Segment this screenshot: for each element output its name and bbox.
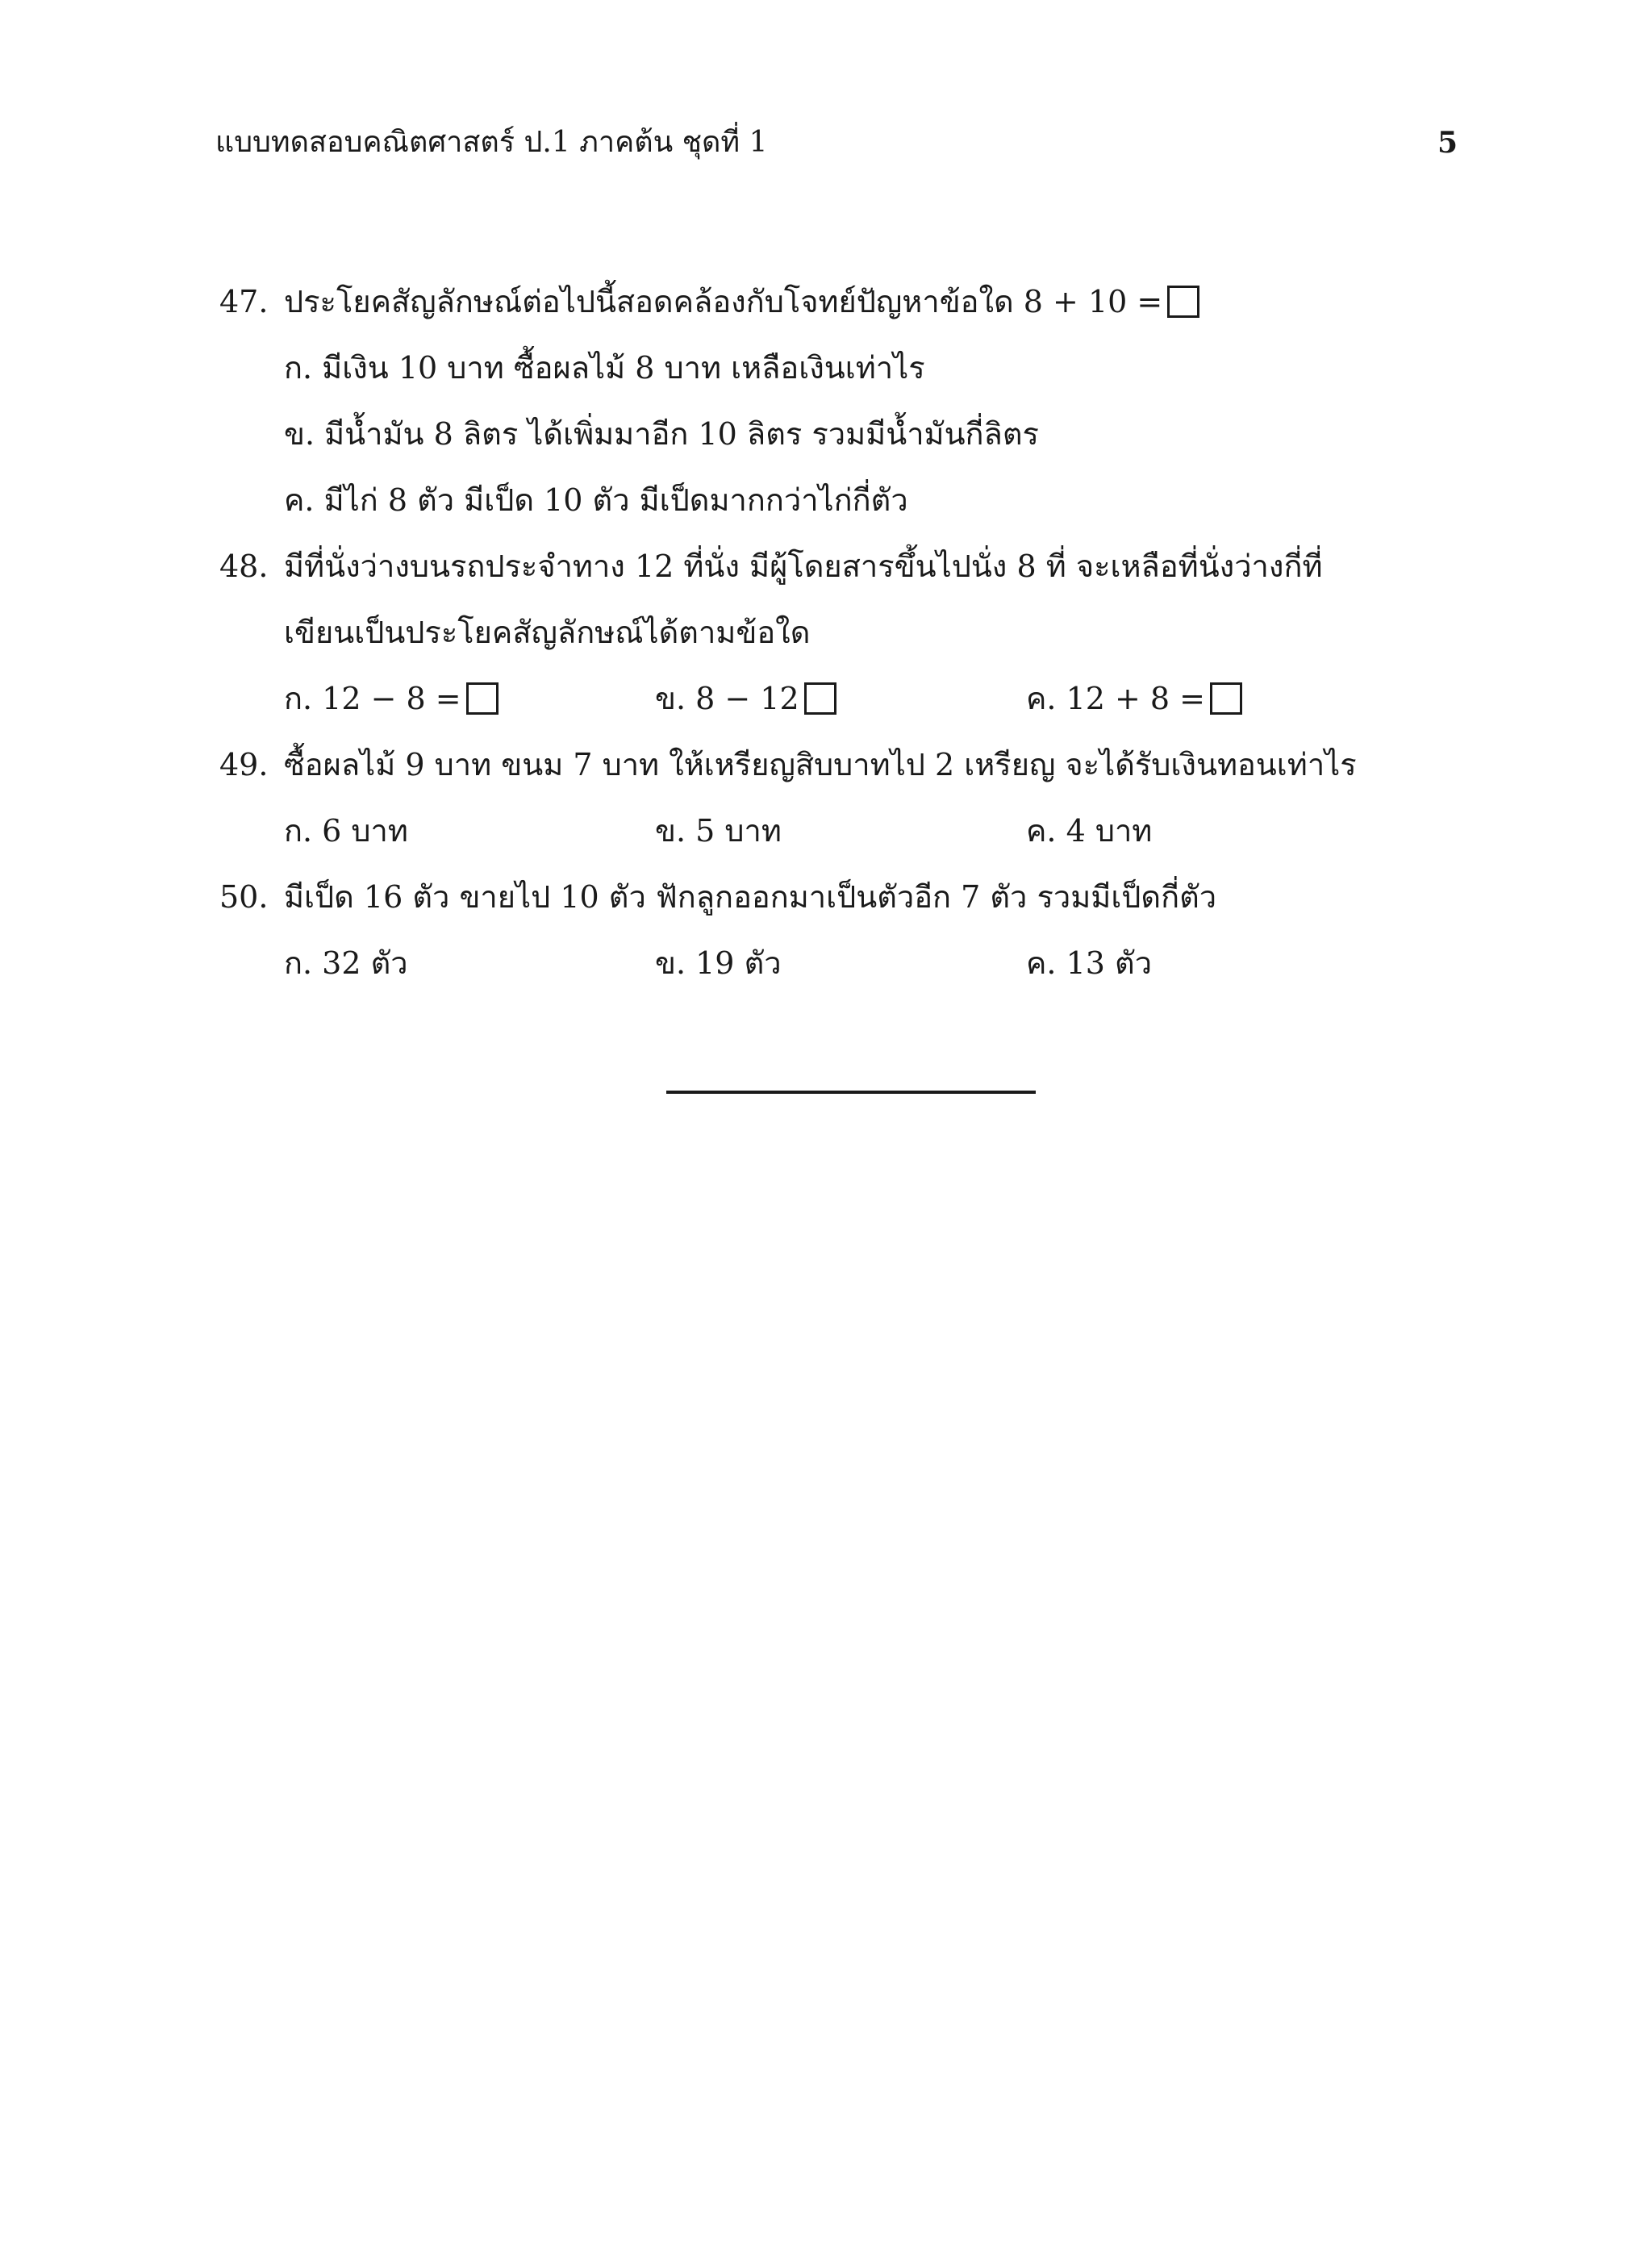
question-48-continued <box>219 599 1462 665</box>
question-text: มีที่นั่งว่างบนรถประจำทาง 12 ที่นั่ง มีผู้โดยสารขึ้นไปนั่ง 8 ที่ จะเหลือที่นั่งว่างกี่ที่ <box>284 549 1323 584</box>
option-c-text: ค. 12 + 8 = <box>1026 681 1206 716</box>
header-title: แบบทดสอบคณิตศาสตร์ ป.1 ภาคต้น ชุดที่ 1 <box>215 126 768 159</box>
question-47 <box>219 269 1462 335</box>
answer-box <box>466 682 499 715</box>
question-text: เขียนเป็นประโยคสัญลักษณ์ได้ตามข้อใด <box>284 615 811 650</box>
question-text: ซื้อผลไม้ 9 บาท ขนม 7 บาท ให้เหรียญสิบบาทไป 2 เหรียญ จะได้รับเงินทอนเท่าไร <box>284 747 1357 782</box>
option-line <box>219 930 1462 996</box>
question-49 <box>219 732 1462 798</box>
question-text <box>284 269 1199 335</box>
question-number: 50. <box>219 879 269 915</box>
option-a: ก. 6 บาท <box>284 813 408 849</box>
question-number: 47. <box>219 284 269 319</box>
option-c: ค. 13 ตัว <box>1026 945 1153 981</box>
question-text: มีเป็ด 16 ตัว ขายไป 10 ตัว ฟักลูกออกมาเป็นตัวอีก 7 ตัว รวมมีเป็ดกี่ตัว <box>284 879 1217 915</box>
answer-box <box>1167 286 1199 318</box>
option-a <box>284 665 499 732</box>
question-text-content: ประโยคสัญลักษณ์ต่อไปนี้สอดคล้องกับโจทย์ปัญหาข้อใด 8 + 10 = <box>284 284 1163 319</box>
question-48 <box>219 533 1462 599</box>
option-a: ก. 32 ตัว <box>284 945 408 981</box>
question-number: 49. <box>219 747 269 782</box>
answer-box <box>1210 682 1242 715</box>
option-b: ข. 19 ตัว <box>655 945 782 981</box>
option-line <box>219 401 1462 467</box>
option-b <box>655 665 836 732</box>
option-b: ข. มีน้ำมัน 8 ลิตร ได้เพิ่มมาอีก 10 ลิตร รวมมีน้ำมันกี่ลิตร <box>284 416 1039 452</box>
end-divider <box>666 1091 1036 1094</box>
page-header <box>215 123 1458 163</box>
answer-box <box>804 682 836 715</box>
option-line <box>219 665 1462 732</box>
question-list <box>219 269 1462 996</box>
question-number: 48. <box>219 549 269 584</box>
option-c <box>1026 665 1242 732</box>
option-c: ค. 4 บาท <box>1026 813 1153 849</box>
option-line <box>219 335 1462 401</box>
question-50 <box>219 864 1462 930</box>
option-line <box>219 798 1462 864</box>
option-a: ก. มีเงิน 10 บาท ซื้อผลไม้ 8 บาท เหลือเงินเท่าไร <box>284 350 925 386</box>
option-b: ข. 5 บาท <box>655 813 782 849</box>
page-number: 5 <box>1437 126 1458 160</box>
option-b-text: ข. 8 − 12 <box>655 681 799 716</box>
option-line <box>219 467 1462 533</box>
option-c: ค. มีไก่ 8 ตัว มีเป็ด 10 ตัว มีเป็ดมากกว่าไก่กี่ตัว <box>284 482 908 518</box>
option-a-text: ก. 12 − 8 = <box>284 681 461 716</box>
